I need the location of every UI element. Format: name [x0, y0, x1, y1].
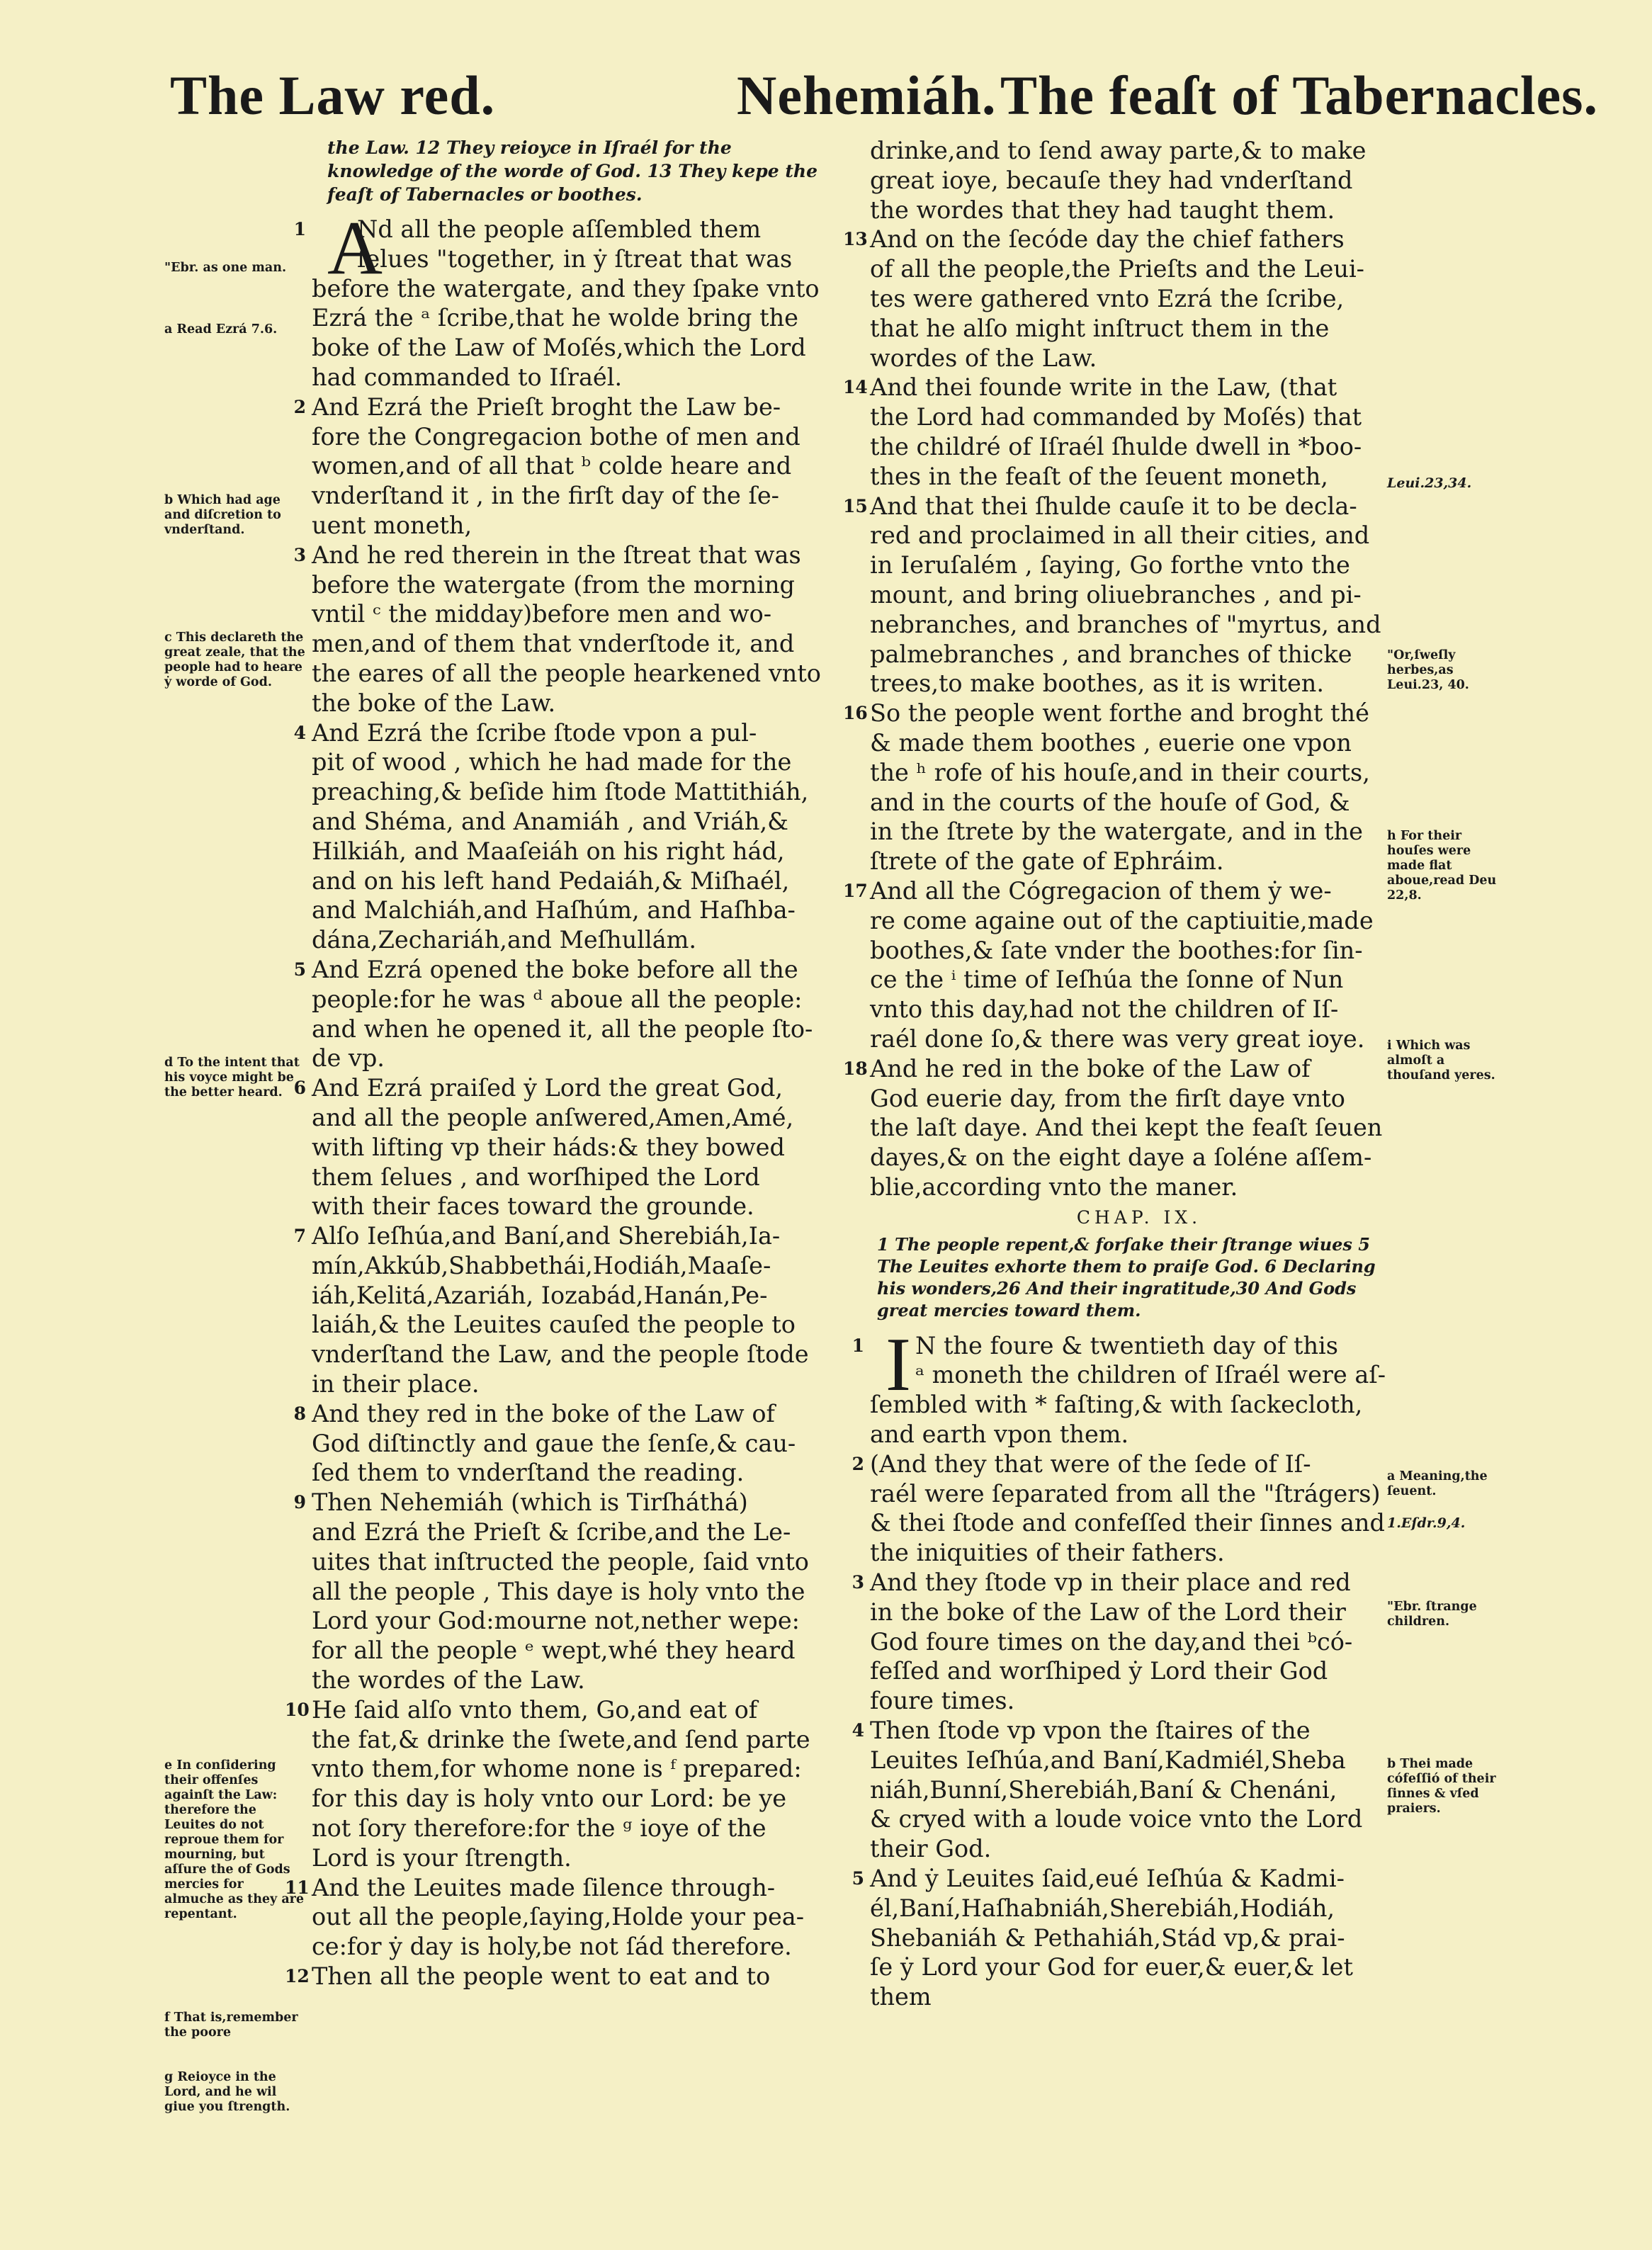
text-line: [870, 1143, 1408, 1172]
line-text: wordes of the Law.: [870, 344, 1097, 372]
text-line: [312, 985, 832, 1014]
line-text: men,and of them that vnderſtode it, and: [312, 630, 795, 658]
text-line: [312, 1251, 832, 1281]
text-line: [285, 1873, 832, 1903]
text-line: [312, 777, 832, 807]
line-text: niáh,Bunní,Sherebiáh,Baní & Chenáni,: [870, 1775, 1337, 1804]
verse-number: 18: [843, 1058, 868, 1079]
line-text: blie,according vnto the maner.: [870, 1172, 1238, 1201]
line-text: thes in the feaſt of the ſeuent moneth,: [870, 462, 1328, 490]
text-line: [312, 895, 832, 925]
margin-note: e In conſidering their offenſes againſt the Law: therefore the Leuites do not reproue them for mourning, but aſſure the of Gods mercies for almuche as they are repentant.: [164, 1758, 305, 1921]
text-line: [870, 1508, 1408, 1538]
text-line: [285, 1962, 832, 1991]
line-text: & made them boothes , euerie one vpon: [870, 728, 1352, 757]
line-text: their God.: [870, 1835, 992, 1863]
margin-note: b Thei made cófeſſió of their ſinnes & vſed praiers.: [1387, 1757, 1496, 1816]
verse-number: 12: [285, 1966, 310, 1987]
text-line: [870, 1775, 1408, 1805]
line-text: (And they that were of the ſede of Iſ-: [870, 1449, 1311, 1478]
line-text: in their place.: [312, 1370, 480, 1398]
text-line: [870, 1834, 1408, 1864]
line-text: He ſaid alſo vnto them, Go,and eat of: [312, 1695, 758, 1724]
line-text: vntil ᶜ the midday)before men and wo-: [312, 600, 772, 628]
line-text: the laſt daye. And thei kept the feaſt ſeuen: [870, 1114, 1383, 1142]
line-text: vnto this day,had not the children of Iſ-: [870, 995, 1339, 1024]
verse-number: 7: [293, 1226, 306, 1247]
line-text: And all the Cógregacion of them ẏ we-: [870, 876, 1332, 905]
text-line: [870, 166, 1408, 196]
line-text: the wordes of the Law.: [312, 1666, 585, 1695]
text-line: [312, 1814, 832, 1843]
text-line: [312, 1044, 832, 1073]
line-text: ᵃ moneth the children of Iſraél were aſ-: [915, 1361, 1386, 1389]
line-text: tes were gathered vnto Ezrá the ſcribe,: [870, 284, 1345, 312]
text-line: [312, 747, 832, 777]
line-text: Leuites Ieſhúa,and Baní,Kadmiél,Sheba: [870, 1746, 1346, 1774]
line-text: out all the people,ſaying,Holde your pea-: [312, 1903, 805, 1931]
margin-note: c This declareth the great zeale, that the people had to heare ẏ worde of God.: [164, 631, 305, 689]
dropcap-block-2: [852, 1322, 1408, 2012]
line-text: before the watergate, and they ſpake vnto: [312, 274, 820, 303]
text-line: [870, 254, 1408, 284]
text-line: [293, 1399, 832, 1429]
line-text: God euerie day, from the firſt daye vnto: [870, 1084, 1345, 1112]
line-text: pit of wood , which he had made for the: [312, 748, 792, 776]
text-line: [870, 728, 1408, 758]
margin-note: "Or,ſweſly herbes,as Leui.23, 40.: [1387, 648, 1469, 692]
line-text: Then all the people went to eat and to: [312, 1962, 771, 1991]
verse-number: 16: [843, 703, 868, 724]
text-line: [870, 1113, 1408, 1143]
line-text: and Ezrá the Prieſt & ſcribe,and the Le-: [312, 1518, 791, 1547]
verse-number: 9: [293, 1492, 306, 1513]
text-line: [312, 1281, 832, 1311]
text-line: [312, 1369, 832, 1399]
text-line: [312, 599, 832, 629]
text-line: [312, 866, 832, 896]
text-line: [312, 1577, 832, 1607]
text-line: [312, 1902, 832, 1932]
chapter-heading: CHAP. IX.: [1076, 1206, 1202, 1228]
verse-number: 4: [293, 722, 306, 743]
line-text: vnto them,for whome none is ᶠ prepared:: [312, 1755, 802, 1783]
text-line: [843, 699, 1408, 728]
line-text: boothes,& ſate vnder the boothes:for ſin-: [870, 936, 1363, 964]
text-line: [293, 1073, 832, 1103]
running-head-book: Nehemiáh.: [737, 64, 997, 126]
verse-number: 1: [293, 219, 306, 239]
line-text: the wordes that they had taught them.: [870, 196, 1335, 224]
right-verse-lines-top: [843, 136, 1408, 1202]
line-text: Then Nehemiáh (which is Tirſháthá): [312, 1488, 748, 1517]
text-line: [870, 1479, 1408, 1509]
line-text: vnderſtand the Law, and the people ſtode: [312, 1340, 809, 1369]
left-verse-lines: [285, 206, 832, 1991]
line-text: And ẏ Leuites ſaid,eué Ieſhúa & Kadmi-: [870, 1865, 1345, 1893]
text-line: [312, 1458, 832, 1488]
text-line: [870, 1172, 1408, 1202]
line-text: for this day is holy vnto our Lord: be ye: [312, 1785, 787, 1813]
text-line: [312, 333, 832, 363]
margin-note: b Which had age and diſcretion to vnderſtand.: [164, 493, 281, 537]
text-line: [312, 1517, 832, 1547]
text-line: [870, 1360, 1408, 1390]
verse-number: 13: [843, 229, 868, 250]
line-text: great ioye, becauſe they had vnderſtand: [870, 166, 1353, 194]
text-line: [312, 1932, 832, 1962]
line-text: Hilkiáh, and Maaſeiáh on his right hád,: [312, 837, 785, 865]
line-text: ſed them to vnderſtand the reading.: [312, 1459, 745, 1487]
line-text: iáh,Kelitá,Azariáh, Iozabád,Hanán,Pe-: [312, 1281, 768, 1309]
text-line: [312, 303, 832, 333]
text-line: [312, 511, 832, 541]
drop-cap-letter: A: [327, 206, 383, 290]
line-text: and Malchiáh,and Haſhúm, and Haſhba-: [312, 896, 796, 925]
line-text: And thei founde write in the Law, (that: [870, 373, 1337, 402]
line-text: the iniquities of their fathers.: [870, 1539, 1225, 1567]
line-text: ſembled with * faſting,& with ſackecloth,: [870, 1391, 1363, 1419]
line-text: And they red in the boke of the Law of: [312, 1399, 775, 1428]
text-line: [312, 1103, 832, 1133]
text-line: [870, 521, 1408, 550]
line-text: and when he opened it, all the people ſto-: [312, 1014, 813, 1043]
text-line: [870, 462, 1408, 492]
verse-number: 14: [843, 377, 868, 398]
text-line: [870, 136, 1408, 166]
text-line: [293, 955, 832, 985]
running-head-right: The feaſt of Tabernacles.: [1000, 64, 1598, 126]
line-text: the childré of Iſraél ſhulde dwell in *boo-: [870, 432, 1362, 460]
verse-number: 6: [293, 1078, 306, 1099]
margin-note: g Reioyce in the Lord, and he wil giue you ſtrength.: [164, 2070, 290, 2114]
line-text: and on his left hand Pedaiáh,& Miſhaél,: [312, 866, 790, 895]
line-text: And the Leuites made ſilence through-: [312, 1873, 776, 1901]
drop-cap-letter-2: I: [886, 1322, 911, 1407]
line-text: foure times.: [870, 1687, 1015, 1715]
text-line: [312, 837, 832, 866]
text-line: [870, 550, 1408, 580]
line-text: And he red in the boke of the Law of: [870, 1054, 1311, 1082]
text-line: [870, 669, 1408, 699]
line-text: And he red therein in the ſtreat that was: [312, 541, 801, 569]
text-line: [312, 1014, 832, 1044]
text-line: [870, 906, 1408, 936]
verse-number: 3: [852, 1572, 864, 1593]
text-line: [293, 1221, 832, 1251]
text-line: [870, 995, 1408, 1024]
text-line: [312, 244, 832, 274]
margin-note: d To the intent that his voyce might be the better heard.: [164, 1056, 300, 1099]
text-line: [843, 373, 1408, 402]
verse-number: 4: [852, 1720, 864, 1741]
line-text: red and proclaimed in all their cities, and: [870, 521, 1370, 550]
verse-number: 1: [852, 1335, 864, 1356]
text-line: [852, 1716, 1408, 1746]
text-line: [293, 215, 832, 244]
text-line: [312, 570, 832, 600]
line-text: Shebaniáh & Pethahiáh,Stád vp,& prai-: [870, 1923, 1345, 1952]
line-text: them ſelues , and worſhiped the Lord: [312, 1163, 760, 1191]
line-text: él,Baní,Haſhabniáh,Sherebiáh,Hodiáh,: [870, 1894, 1335, 1922]
verse-number: 11: [285, 1877, 310, 1898]
text-line: [312, 1606, 832, 1636]
text-line: [312, 925, 832, 955]
line-text: And they ſtode vp in their place and red: [870, 1568, 1351, 1597]
line-text: the Lord had commanded by Moſés) that: [870, 403, 1362, 431]
text-line: [312, 1429, 832, 1459]
text-line: [870, 1952, 1408, 1982]
text-line: [870, 610, 1408, 640]
text-line: [312, 1725, 832, 1755]
verse-number: 10: [285, 1699, 310, 1720]
line-text: all the people , This daye is holy vnto the: [312, 1577, 805, 1605]
chapter-summary: 1 The people repent,& forſake their ſtrange wiues 5 The Leuites exhorte them to praiſe God. 6 Declaring his wonders,26 And their ingratitude,30 And Gods great mercies toward them.: [877, 1233, 1376, 1321]
verse-number: 8: [293, 1403, 306, 1424]
line-text: ce:for ẏ day is holy,be not ſád therefore.: [312, 1933, 792, 1961]
line-text: boke of the Law of Moſés,which the Lord: [312, 334, 806, 362]
line-text: in the ſtrete by the watergate, and in the: [870, 818, 1364, 846]
line-text: of all the people,the Prieſts and the Leui-: [870, 255, 1364, 283]
line-text: ſtrete of the gate of Ephráim.: [870, 847, 1224, 876]
text-line: [312, 451, 832, 481]
text-line: [312, 1754, 832, 1784]
text-line: [870, 1420, 1408, 1449]
text-line: [870, 758, 1408, 788]
text-line: [312, 363, 832, 392]
running-head-left: The Law red.: [170, 64, 496, 126]
line-text: ſe ẏ Lord your God for euer,& euer,& let: [870, 1953, 1353, 1982]
right-verse-lines-bottom: [852, 1322, 1408, 2012]
text-line: [843, 225, 1408, 254]
line-text: dána,Zechariáh,and Meſhullám.: [312, 926, 697, 954]
line-text: feſſed and worſhiped ẏ Lord their God: [870, 1657, 1328, 1685]
cross-reference: Leui.23,34.: [1387, 475, 1472, 491]
line-text: that he alſo might inſtruct them in the: [870, 314, 1330, 342]
text-line: [293, 392, 832, 422]
text-line: [312, 629, 832, 659]
line-text: nebranches, and branches of "myrtus, and: [870, 610, 1381, 638]
line-text: and in the courts of the houſe of God, &: [870, 788, 1350, 816]
text-line: [870, 1627, 1408, 1657]
line-text: God diſtinctly and gaue the ſenſe,& cau-: [312, 1429, 796, 1457]
margin-note: a Meaning,the ſeuent.: [1387, 1469, 1488, 1498]
line-text: And Ezrá praiſed ẏ Lord the great God,: [312, 1074, 783, 1102]
line-text: Alſo Ieſhúa,and Baní,and Sherebiáh,Ia-: [312, 1222, 781, 1250]
line-text: God foure times on the day,and thei ᵇcó-: [870, 1627, 1353, 1656]
text-line: [870, 1656, 1408, 1686]
line-text: de vp.: [312, 1044, 385, 1073]
line-text: re come againe out of the captiuitie,made: [870, 906, 1374, 934]
line-text: mín,Akkúb,Shabbethái,Hodiáh,Maaſe-: [312, 1251, 771, 1279]
line-text: drinke,and to ſend away parte,& to make: [870, 137, 1367, 164]
line-text: & thei ſtode and confeſſed their ſinnes and: [870, 1509, 1385, 1537]
line-text: women,and of all that ᵇ colde heare and: [312, 452, 792, 480]
text-line: [870, 788, 1408, 818]
line-text: N the foure & twentieth day of this: [915, 1331, 1338, 1359]
line-text: And on the ſecóde day the chief fathers: [870, 225, 1345, 254]
text-line: [870, 344, 1408, 373]
verse-number: 5: [293, 959, 306, 980]
dropcap-block: [285, 206, 832, 1991]
text-line: [312, 689, 832, 718]
text-line: [870, 402, 1408, 432]
text-line: [870, 936, 1408, 966]
line-text: not ſory therefore:for the ᵍ ioye of the: [312, 1814, 766, 1843]
line-text: had commanded to Iſraél.: [312, 363, 623, 391]
margin-note: f That is,remember the poore: [164, 2011, 298, 2040]
line-text: palmebranches , and branches of thicke: [870, 640, 1352, 668]
text-line: [293, 541, 832, 570]
line-text: and Shéma, and Anamiáh , and Vriáh,&: [312, 807, 788, 835]
text-line: [293, 1488, 832, 1517]
text-line: [843, 492, 1408, 521]
line-text: mount, and bring oliuebranches , and pi-: [870, 580, 1362, 609]
text-line: [870, 196, 1408, 225]
text-line: [312, 1784, 832, 1814]
text-line: [312, 1163, 832, 1192]
text-line: [870, 1923, 1408, 1953]
left-text-column: [285, 136, 832, 1991]
text-line: [312, 1340, 832, 1369]
margin-note: "Ebr. as one man.: [164, 261, 287, 275]
line-text: Nd all the people aſſembled them: [357, 215, 762, 243]
text-line: [870, 1390, 1408, 1420]
line-text: uites that inſtructed the people, ſaid vnto: [312, 1547, 809, 1576]
text-line: [870, 1538, 1408, 1568]
text-line: [870, 284, 1408, 314]
verse-number: 17: [843, 880, 868, 901]
line-text: ſelues "together, in ẏ ſtreat that was: [357, 244, 793, 273]
line-text: raél done ſo,& there was very great ioye.: [870, 1024, 1365, 1053]
line-text: Lord is your ſtrength.: [312, 1843, 572, 1872]
text-line: [870, 580, 1408, 610]
line-text: uent moneth,: [312, 511, 473, 539]
text-line: [293, 718, 832, 748]
line-text: So the people went forthe and broght thé: [870, 699, 1369, 728]
line-text: raél were ſeparated from all the "ſtrágers): [870, 1479, 1381, 1508]
line-text: the fat,& drinke the ſwete,and ſend parte: [312, 1725, 810, 1753]
verse-number: 2: [293, 396, 306, 417]
text-line: [870, 1982, 1408, 2012]
text-line: [312, 659, 832, 689]
cross-reference: 1.Eſdr.9,4.: [1387, 1515, 1466, 1531]
text-line: [312, 1636, 832, 1666]
text-line: [870, 1598, 1408, 1627]
line-text: Then ſtode vp vpon the ſtaires of the: [870, 1717, 1311, 1745]
text-line: [285, 1695, 832, 1725]
text-line: [843, 876, 1408, 906]
line-text: and earth vpon them.: [870, 1420, 1129, 1449]
line-text: and all the people anſwered,Amen,Amé,: [312, 1103, 794, 1131]
margin-note: h For their houſes were made flat aboue,read Deu 22,8.: [1387, 829, 1497, 903]
text-line: [312, 481, 832, 511]
line-text: in Ieruſalém , ſaying, Go forthe vnto the: [870, 551, 1350, 580]
text-line: [870, 847, 1408, 876]
line-text: with their faces toward the grounde.: [312, 1192, 754, 1221]
text-line: [312, 807, 832, 837]
line-text: for all the people ᵉ wept,whé they heard: [312, 1636, 796, 1665]
text-line: [870, 432, 1408, 462]
line-text: vnderſtand it , in the firſt day of the ſe-: [312, 482, 779, 510]
chapter-summary-continued: the Law. 12 They reioyce in Iſraél for the knowledge of the worde of God. 13 They kepe the feaſt of Tabernacles or boothes.: [327, 137, 817, 205]
line-text: And that thei ſhulde cauſe it to be decla-: [870, 492, 1357, 520]
line-text: Ezrá the ᵃ ſcribe,that he wolde bring the: [312, 304, 798, 332]
verse-number: 5: [852, 1868, 864, 1889]
text-line: [312, 274, 832, 304]
text-line: [312, 1666, 832, 1695]
line-text: And Ezrá the Prieſt broght the Law be-: [312, 392, 781, 421]
verse-number: 15: [843, 495, 868, 516]
line-text: laiáh,& the Leuites cauſed the people to: [312, 1311, 796, 1339]
line-text: ce the ⁱ time of Ieſhúa the ſonne of Nun: [870, 966, 1344, 994]
margin-note: i Which was almoſt a thouſand yeres.: [1387, 1039, 1495, 1082]
text-line: [312, 1843, 832, 1873]
line-text: And Ezrá opened the boke before all the: [312, 955, 798, 983]
line-text: Lord your God:mourne not,nether wepe:: [312, 1607, 800, 1635]
text-line: [312, 422, 832, 452]
line-text: the eares of all the people hearkened vnto: [312, 659, 821, 687]
text-line: [843, 1054, 1408, 1084]
text-line: [870, 1686, 1408, 1716]
line-text: the boke of the Law.: [312, 689, 556, 717]
line-text: dayes,& on the eight daye a ſoléne aſſem-: [870, 1143, 1372, 1172]
text-line: [870, 1804, 1408, 1834]
line-text: trees,to make boothes, as it is writen.: [870, 669, 1324, 698]
text-line: [312, 1547, 832, 1577]
line-text: with lifting vp their háds:& they bowed: [312, 1133, 785, 1161]
line-text: people:for he was ᵈ aboue all the people:: [312, 985, 803, 1013]
line-text: them: [870, 1983, 932, 2011]
text-line: [870, 1024, 1408, 1054]
right-text-column: [843, 136, 1408, 2012]
line-text: & cryed with a loude voice vnto the Lord: [870, 1805, 1363, 1833]
text-line: [852, 1449, 1408, 1479]
margin-note: "Ebr. ſtrange children.: [1387, 1600, 1477, 1629]
text-line: [870, 314, 1408, 344]
text-line: [312, 1310, 832, 1340]
verse-number: 3: [293, 544, 306, 565]
line-text: And Ezrá the ſcribe ſtode vpon a pul-: [312, 718, 757, 747]
line-text: in the boke of the Law of the Lord their: [870, 1598, 1346, 1626]
text-line: [870, 817, 1408, 847]
text-line: [312, 1192, 832, 1221]
margin-note: a Read Ezrá 7.6.: [164, 322, 278, 337]
line-text: the ʰ rofe of his houſe,and in their courts,: [870, 758, 1370, 786]
text-line: [870, 1746, 1408, 1775]
verse-number: 2: [852, 1453, 864, 1474]
text-line: [870, 965, 1408, 995]
text-line: [852, 1864, 1408, 1894]
text-line: [870, 640, 1408, 669]
line-text: preaching,& beſide him ſtode Mattithiáh,: [312, 778, 809, 806]
text-line: [312, 1133, 832, 1163]
text-line: [852, 1331, 1408, 1361]
text-line: [870, 1084, 1408, 1114]
line-text: before the watergate (from the morning: [312, 570, 795, 599]
text-line: [852, 1568, 1408, 1598]
line-text: fore the Congregacion bothe of men and: [312, 422, 800, 451]
text-line: [870, 1894, 1408, 1923]
